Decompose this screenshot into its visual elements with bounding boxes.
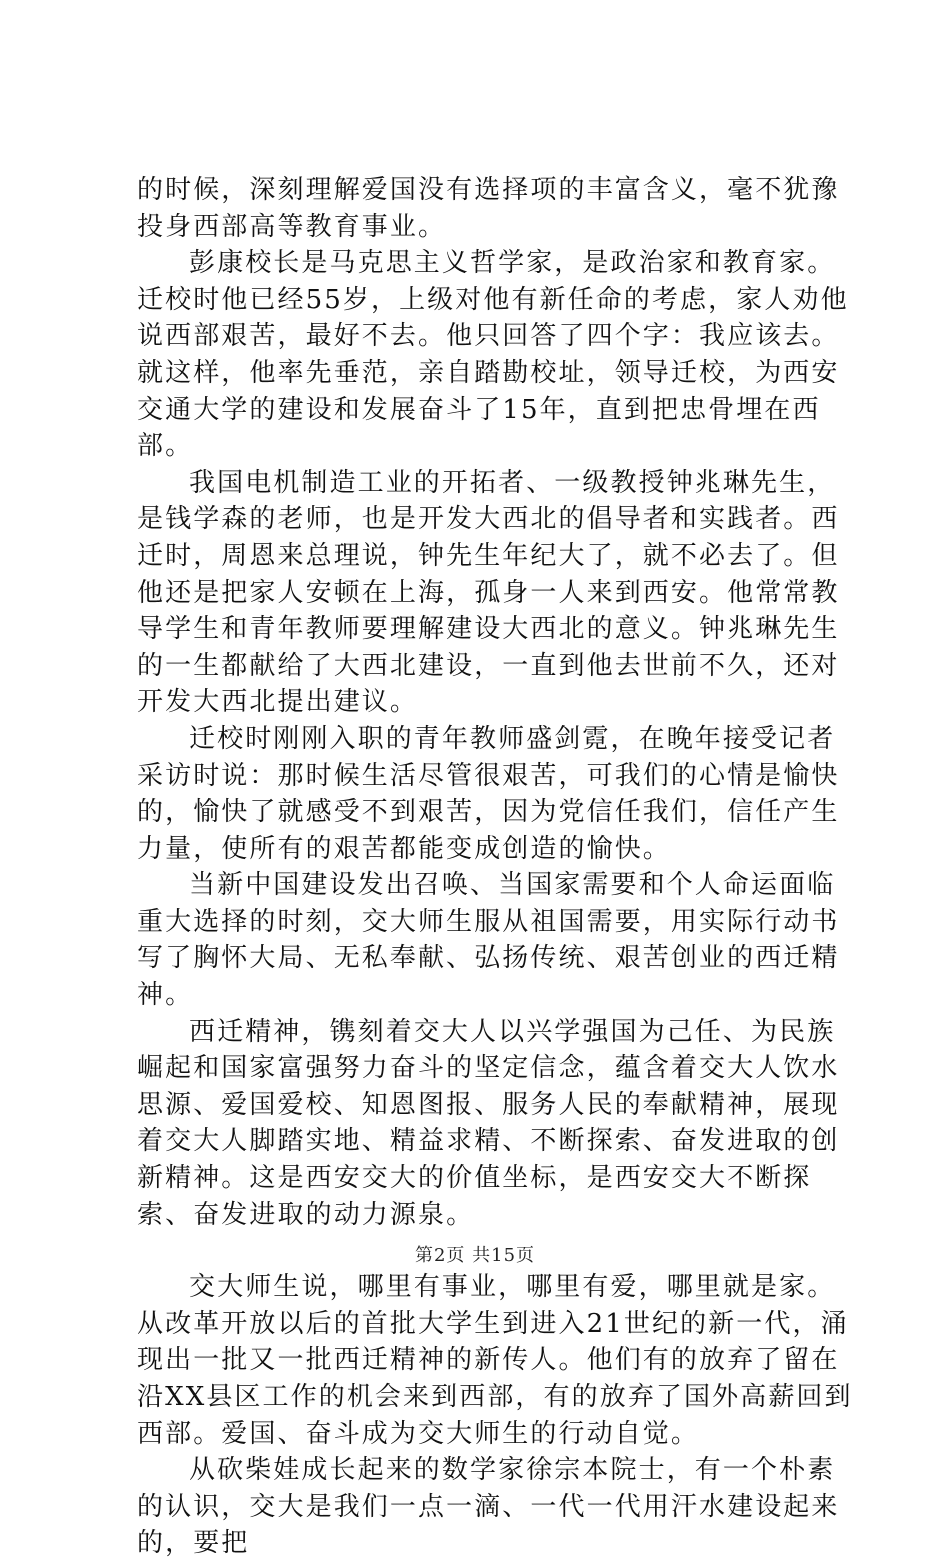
paragraph-career-love-home: 交大师生说，哪里有事业，哪里有爱，哪里就是家。从改革开放以后的首批大学生到进入21世纪的新一代，涌现出一批又一批西迁精神的新传人。他们有的放弃了留在沿XX县区工作的机会来到西部，有的放弃了国外高薪回到西部。爱国、奋斗成为交大师生的行动自觉。: [137, 1272, 853, 1449]
paragraph-peng-kang: 彭康校长是马克思主义哲学家，是政治家和教育家。迁校时他已经55岁，上级对他有新任命的考虑，家人劝他说西部艰苦，最好不去。他只回答了四个字：我应该去。就这样，他率先垂范，亲自踏勘校址，领导迁校，为西安交通大学的建设和发展奋斗了15年，直到把忠骨埋在西部。: [137, 248, 849, 462]
page-number-footer: 第2页 共15页: [414, 1245, 536, 1266]
paragraph-xiqian-choice: 当新中国建设发出召唤、当国家需要和个人命运面临重大选择的时刻，交大师生服从祖国需要，用实际行动书写了胸怀大局、无私奉献、弘扬传统、艰苦创业的西迁精神。: [137, 870, 840, 1011]
paragraph-zhong-zhaolin: 我国电机制造工业的开拓者、一级教授钟兆琳先生，是钱学森的老师，也是开发大西北的倡导者和实践者。西迁时，周恩来总理说，钟先生年纪大了，就不必去了。但他还是把家人安顿在上海，孤身一人来到西安。他常常教导学生和青年教师要理解建设大西北的意义。钟兆琳先生的一生都献给了大西北建设，一直到他去世前不久，还对开发大西北提出建议。: [137, 467, 840, 718]
paragraph-continuation: 的时候，深刻理解爱国没有选择项的丰富含义，毫不犹豫投身西部高等教育事业。: [137, 175, 840, 242]
paragraph-sheng-jianni: 迁校时刚刚入职的青年教师盛剑霓，在晚年接受记者采访时说：那时候生活尽管很艰苦，可我们的心情是愉快的，愉快了就感受不到艰苦，因为党信任我们，信任产生力量，使所有的艰苦都能变成创造的愉快。: [137, 723, 840, 864]
document-body: [137, 172, 857, 1562]
paragraph-xu-zongben: 从砍柴娃成长起来的数学家徐宗本院士，有一个朴素的认识，交大是我们一点一滴、一代一代用汗水建设起来的，要把: [137, 1455, 840, 1559]
paragraph-xiqian-spirit: 西迁精神，镌刻着交大人以兴学强国为己任、为民族崛起和国家富强努力奋斗的坚定信念，蕴含着交大人饮水思源、爱国爱校、知恩图报、服务人民的奉献精神，展现着交大人脚踏实地、精益求精、不断探索、奋发进取的创新精神。这是西安交大的价值坐标，是西安交大不断探索、奋发进取的动力源泉。: [137, 1016, 840, 1230]
